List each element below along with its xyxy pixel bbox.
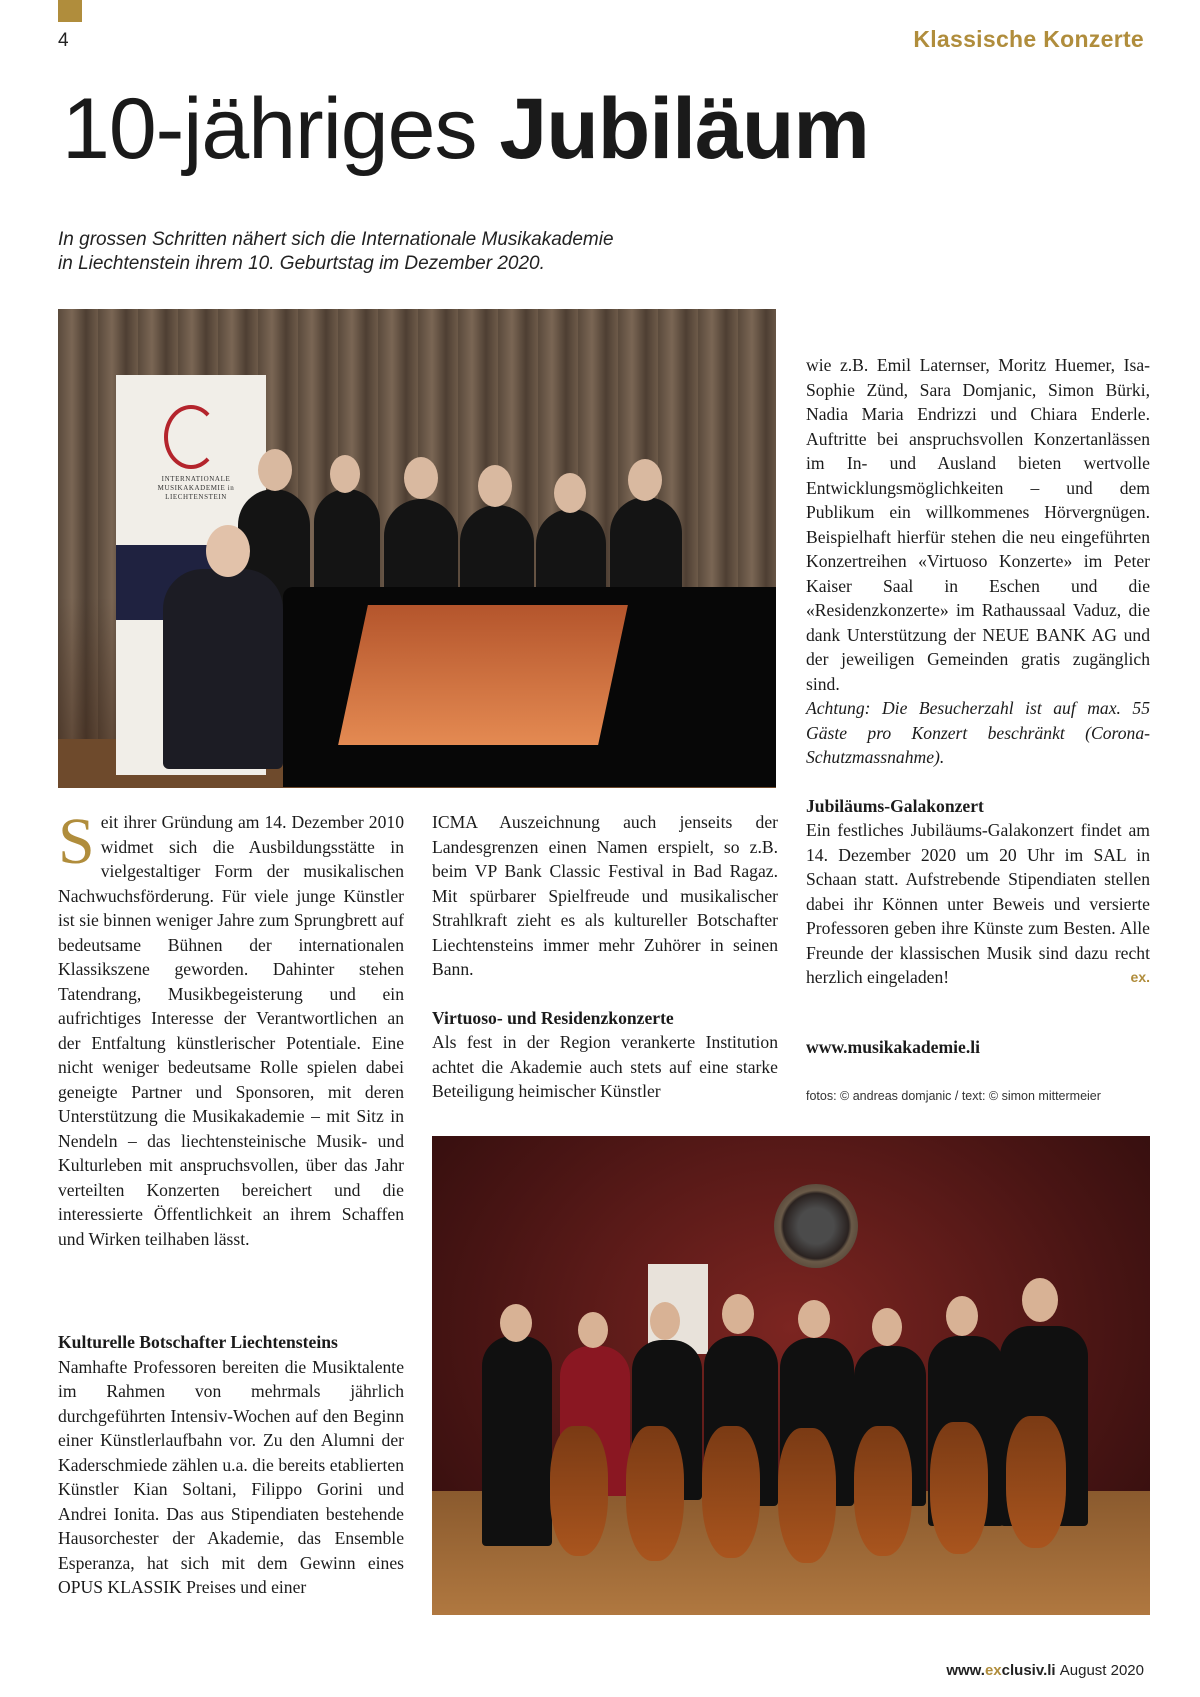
person-head [404, 457, 438, 499]
cello-instrument [550, 1426, 608, 1556]
galakonzert-text: Ein festliches Jubiläums-Galakonzert findet am 14. Dezember 2020 um 20 Uhr im SAL in Schaan statt. Aufstrebende Stipendiaten stellen dabei ihr Können unter Beweis und versierte Professoren geben ihre Künste zum Besten. Alle Freunde der klassischen Musik sind dazu recht herzlich eingeladen! [806, 820, 1150, 987]
photo-piano-group [58, 309, 776, 788]
headline-light: 10-jähriges [62, 81, 477, 177]
photo-cello-ensemble [432, 1136, 1150, 1615]
headline-bold: Jubiläum [499, 81, 869, 177]
person-head [628, 459, 662, 501]
paragraph-professoren: Namhafte Professoren bereiten die Musiktalente im Rahmen von mehrmals jährlich durchgeführten Intensiv-Wochen auf den Beginn einer Künstlerlaufbahn vor. Zu den Alumni der Kaderschmiede zählen u.a. die bereits etablierten Künstler Kian Soltani, Filippo Gorini und Andrei Ionita. Das aus Stipendiaten bestehende Hausorchester der Akademie, das Ensemble Esperanza, hat sich mit dem Gewinn eines OPUS KLASSIK Preises und einer [58, 1356, 404, 1597]
cello-instrument [854, 1426, 912, 1556]
academy-link[interactable]: www.musikakademie.li [806, 1037, 981, 1057]
footer-site[interactable] [946, 1662, 1055, 1679]
grand-piano [283, 587, 776, 787]
person-head [478, 465, 512, 507]
drop-cap: S [58, 805, 95, 878]
end-mark: ex. [1130, 969, 1150, 985]
cello-instrument [778, 1428, 836, 1563]
subheading-galakonzert: Jubiläums-Galakonzert [806, 795, 984, 816]
article-column-2 [432, 810, 778, 1104]
musician-head [650, 1302, 680, 1340]
lead-line-1: In grossen Schritten nähert sich die Internationale Musikakademie [58, 229, 614, 250]
intro-paragraph: eit ihrer Gründung am 14. Dezember 2010 widmet sich die Ausbildungsstätte in vielgestaltiger Form der musikalischen Nachwuchsförderung. Für viele junge Künstler ist sie binnen weniger Jahre zum Sprungbrett auf bedeutsame Bühnen der internationalen Klassikszene geworden. Dahinter stehen Tatendrang, Musikbegeisterung und ein aufrichtiges Interesse der Verantwortlichen an der Entfaltung künstlerischer Potentiale. Eine nicht weniger bedeutsame Rolle spielen dabei geneigte Partner und Sponsoren, mit deren Unterstützung die Musikakademie – mit Sitz in Nendeln – das liechtensteinische Musik- und Kulturleben mit anspruchsvollen, über das Jahr verteilten Konzerten bereichert und die interessierte Öffentlichkeit an ihrem Schaffen und Wirken teilhaben lässt. [58, 812, 404, 1249]
musician-figure [482, 1336, 552, 1546]
musician-head [578, 1312, 608, 1348]
accent-tab [58, 0, 82, 22]
cello-instrument [702, 1426, 760, 1558]
person-head [206, 525, 250, 577]
musician-head [872, 1308, 902, 1346]
person-head [258, 449, 292, 491]
paragraph-icma: ICMA Auszeichnung auch jenseits der Landesgrenzen einen Namen erspielt, so z.B. beim VP Bank Classic Festival in Bad Ragaz. Mit spürbarer Spielfreude und musikalischer Strahlkraft zieht es als kultureller Botschafter Liechtensteins immer mehr Zuhörer in seinen Bann. [432, 812, 778, 979]
cello-instrument [1006, 1416, 1066, 1548]
headline [62, 81, 869, 177]
footer-site-suffix: clusiv.li [1001, 1662, 1056, 1679]
lead-line-2: in Liechtenstein ihrem 10. Geburtstag im Dezember 2020. [58, 253, 545, 274]
paragraph-galakonzert [806, 818, 1150, 990]
wall-rosette [774, 1184, 858, 1268]
page-number: 4 [58, 30, 69, 51]
cello-instrument [930, 1422, 988, 1554]
banner-text: INTERNATIONALE MUSIKAKADEMIE in LIECHTENSTEIN [157, 475, 235, 501]
subheading-virtuoso: Virtuoso- und Residenzkonzerte [432, 1007, 674, 1028]
subheading-botschafter: Kulturelle Botschafter Liechtensteins [58, 1332, 338, 1352]
person-head [330, 455, 360, 493]
footer [946, 1662, 1144, 1679]
cello-instrument [626, 1426, 684, 1561]
person-head [554, 473, 586, 513]
piano-interior [338, 605, 628, 745]
musician-head [722, 1294, 754, 1334]
musician-head [500, 1304, 532, 1342]
footer-site-ex: ex [984, 1662, 1002, 1679]
section-label: Klassische Konzerte [913, 26, 1144, 52]
footer-site-prefix: www. [946, 1662, 985, 1679]
musician-head [946, 1296, 978, 1336]
footer-issue: August 2020 [1059, 1662, 1144, 1679]
photo-credit: fotos: © andreas domjanic / text: © simon mittermeier [806, 1089, 1101, 1103]
corona-note: Achtung: Die Besucherzahl ist auf max. 55 Gäste pro Konzert beschränkt (Corona-Schutzmassnahme). [806, 698, 1150, 767]
musician-head [1022, 1278, 1058, 1322]
article-column-3 [806, 353, 1150, 990]
musician-head [798, 1300, 830, 1338]
lead-paragraph [58, 228, 678, 276]
article-column-1-lower [58, 1330, 404, 1600]
paragraph-kuenstler: wie z.B. Emil Laternser, Moritz Huemer, Isa-Sophie Zünd, Sara Domjanic, Simon Bürki, Nadia Maria Endrizzi und Chiara Enderle. Auftritte bei anspruchsvollen Konzertanlässen im In- und Ausland bieten wertvolle Entwicklungsmöglichkeiten – und dem Publikum ein willkommenes Hörvergnügen. Beispielhaft hierfür stehen die neu eingeführten Konzertreihen «Virtuoso Konzerte» im Peter Kaiser Saal in Eschen und die «Residenzkonzerte» im Rathaussaal Vaduz, die dank Unterstützung der NEUE BANK AG und der jeweiligen Gemeinden gratis zugänglich sind. [806, 355, 1150, 694]
person-figure-seated [163, 569, 283, 769]
paragraph-institution: Als fest in der Region verankerte Institution achtet die Akademie auch stets auf eine starke Beteiligung heimischer Künstler [432, 1032, 778, 1101]
academy-logo-icon [164, 405, 218, 469]
article-column-1 [58, 805, 404, 1251]
